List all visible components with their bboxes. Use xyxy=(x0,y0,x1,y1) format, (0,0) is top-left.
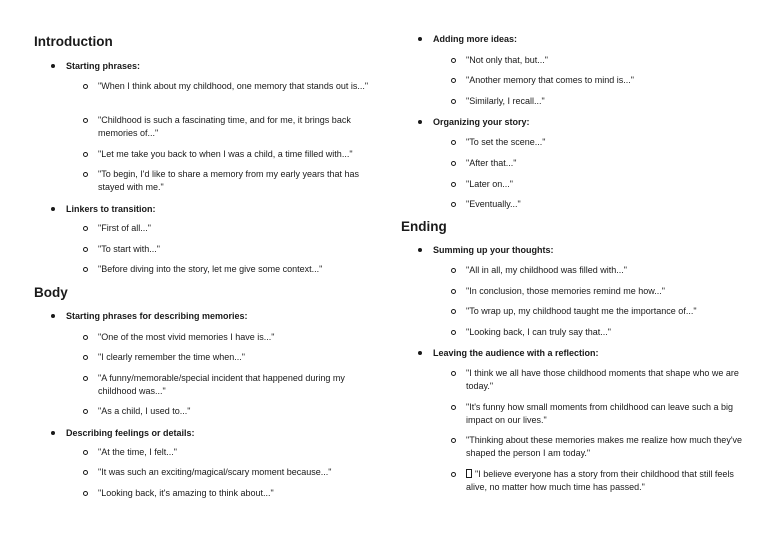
list-item-text: "It was such an exciting/magical/scary moment because..." xyxy=(98,467,332,477)
list-item xyxy=(466,434,756,459)
label-text: Starting phrases for describing memories: xyxy=(66,311,248,321)
list-item-text: "I believe everyone has a story from their childhood that still feels alive, no matter how much time has passed." xyxy=(466,469,734,492)
circle-bullet-icon xyxy=(451,438,456,443)
list-item xyxy=(98,446,378,459)
bullet-icon xyxy=(418,37,422,41)
list-item-text: "I think we all have those childhood moments that shape who we are today." xyxy=(466,368,739,391)
label-linkers xyxy=(66,204,156,214)
circle-bullet-icon xyxy=(83,335,88,340)
circle-bullet-icon xyxy=(83,355,88,360)
circle-bullet-icon xyxy=(451,202,456,207)
label-describing-memories xyxy=(66,311,248,321)
list-item xyxy=(466,136,756,149)
list-item-text: "After that..." xyxy=(466,158,517,168)
heading-body: Body xyxy=(34,285,68,300)
list-item-text: "I clearly remember the time when..." xyxy=(98,352,245,362)
label-text: Describing feelings or details: xyxy=(66,428,195,438)
bullet-icon xyxy=(51,64,55,68)
list-item xyxy=(466,74,756,87)
list-item xyxy=(98,331,378,344)
list-item xyxy=(98,168,378,193)
label-text: Adding more ideas: xyxy=(433,34,518,44)
circle-bullet-icon xyxy=(83,118,88,123)
list-item-text: "Thinking about these memories makes me realize how much they've shaped the person I am today." xyxy=(466,435,743,458)
circle-bullet-icon xyxy=(451,268,456,273)
label-text: Starting phrases: xyxy=(66,61,141,71)
list-item xyxy=(466,401,756,426)
label-text: Organizing your story: xyxy=(433,117,530,127)
list-item-text: "First of all..." xyxy=(98,223,151,233)
circle-bullet-icon xyxy=(451,472,456,477)
list-item xyxy=(466,198,756,211)
list-item xyxy=(466,264,756,277)
missing-glyph-icon xyxy=(466,469,472,478)
list-item-text: "Another memory that comes to mind is..." xyxy=(466,75,634,85)
list-item xyxy=(466,285,756,298)
heading-ending: Ending xyxy=(401,219,447,234)
list-item xyxy=(466,367,756,392)
label-text: Leaving the audience with a reflection: xyxy=(433,348,599,358)
circle-bullet-icon xyxy=(83,247,88,252)
list-item-text: "To wrap up, my childhood taught me the importance of..." xyxy=(466,306,697,316)
circle-bullet-icon xyxy=(451,99,456,104)
list-item xyxy=(98,372,378,397)
list-item-text: "All in all, my childhood was filled with..." xyxy=(466,265,627,275)
bullet-icon xyxy=(51,314,55,318)
list-item xyxy=(98,222,378,235)
list-item xyxy=(98,114,378,139)
bullet-icon xyxy=(418,248,422,252)
label-summing-up xyxy=(433,245,554,255)
circle-bullet-icon xyxy=(83,470,88,475)
list-item xyxy=(98,351,378,364)
label-starting-phrases xyxy=(66,61,140,71)
circle-bullet-icon xyxy=(451,78,456,83)
circle-bullet-icon xyxy=(451,140,456,145)
list-item xyxy=(98,487,378,500)
circle-bullet-icon xyxy=(451,371,456,376)
circle-bullet-icon xyxy=(83,409,88,414)
bullet-icon xyxy=(51,207,55,211)
list-item xyxy=(466,326,756,339)
list-item xyxy=(98,148,378,161)
list-item-text: "To begin, I'd like to share a memory from my early years that has stayed with me." xyxy=(98,169,360,192)
list-item-text: "In conclusion, those memories remind me how..." xyxy=(466,286,665,296)
circle-bullet-icon xyxy=(83,84,88,89)
list-item xyxy=(98,263,378,276)
label-more-ideas xyxy=(433,34,517,44)
list-item-text: "To set the scene..." xyxy=(466,137,546,147)
list-item-text: "To start with..." xyxy=(98,244,160,254)
list-item-text: "Later on..." xyxy=(466,179,513,189)
circle-bullet-icon xyxy=(83,491,88,496)
list-item xyxy=(466,305,756,318)
list-item-text: "A funny/memorable/special incident that happened during my childhood was..." xyxy=(98,373,345,396)
bullet-icon xyxy=(418,120,422,124)
list-item-text: "Looking back, I can truly say that..." xyxy=(466,327,611,337)
list-item xyxy=(466,95,756,108)
circle-bullet-icon xyxy=(451,182,456,187)
circle-bullet-icon xyxy=(83,172,88,177)
heading-introduction: Introduction xyxy=(34,34,113,49)
list-item-text: "Similarly, I recall..." xyxy=(466,96,545,106)
circle-bullet-icon xyxy=(83,376,88,381)
label-reflection xyxy=(433,348,599,358)
circle-bullet-icon xyxy=(451,405,456,410)
circle-bullet-icon xyxy=(451,58,456,63)
list-item-text: "Let me take you back to when I was a child, a time filled with..." xyxy=(98,149,353,159)
list-item-text: "Eventually..." xyxy=(466,199,521,209)
list-item-text: "It's funny how small moments from childhood can leave such a big impact on our lives." xyxy=(466,402,734,425)
circle-bullet-icon xyxy=(83,226,88,231)
list-item-text: "At the time, I felt..." xyxy=(98,447,177,457)
list-item-text: "Looking back, it's amazing to think about..." xyxy=(98,488,274,498)
circle-bullet-icon xyxy=(451,330,456,335)
list-item-text: "Before diving into the story, let me give some context..." xyxy=(98,264,323,274)
label-text: Summing up your thoughts: xyxy=(433,245,554,255)
list-item xyxy=(466,178,756,191)
list-item xyxy=(466,157,756,170)
label-feelings xyxy=(66,428,195,438)
list-item xyxy=(98,80,378,93)
bullet-icon xyxy=(51,431,55,435)
list-item-text: "As a child, I used to..." xyxy=(98,406,191,416)
list-item-text: "One of the most vivid memories I have is..." xyxy=(98,332,275,342)
list-item xyxy=(466,54,756,67)
label-text: Linkers to transition: xyxy=(66,204,156,214)
circle-bullet-icon xyxy=(83,152,88,157)
circle-bullet-icon xyxy=(83,450,88,455)
list-item-text: "Childhood is such a fascinating time, and for me, it brings back memories of..." xyxy=(98,115,351,138)
bullet-icon xyxy=(418,351,422,355)
circle-bullet-icon xyxy=(451,309,456,314)
list-item xyxy=(98,243,378,256)
circle-bullet-icon xyxy=(83,267,88,272)
list-item xyxy=(466,468,756,493)
circle-bullet-icon xyxy=(451,161,456,166)
list-item xyxy=(98,405,378,418)
circle-bullet-icon xyxy=(451,289,456,294)
label-organizing xyxy=(433,117,530,127)
list-item-text: "Not only that, but..." xyxy=(466,55,548,65)
list-item-text: "When I think about my childhood, one memory that stands out is..." xyxy=(98,81,369,91)
list-item xyxy=(98,466,378,479)
